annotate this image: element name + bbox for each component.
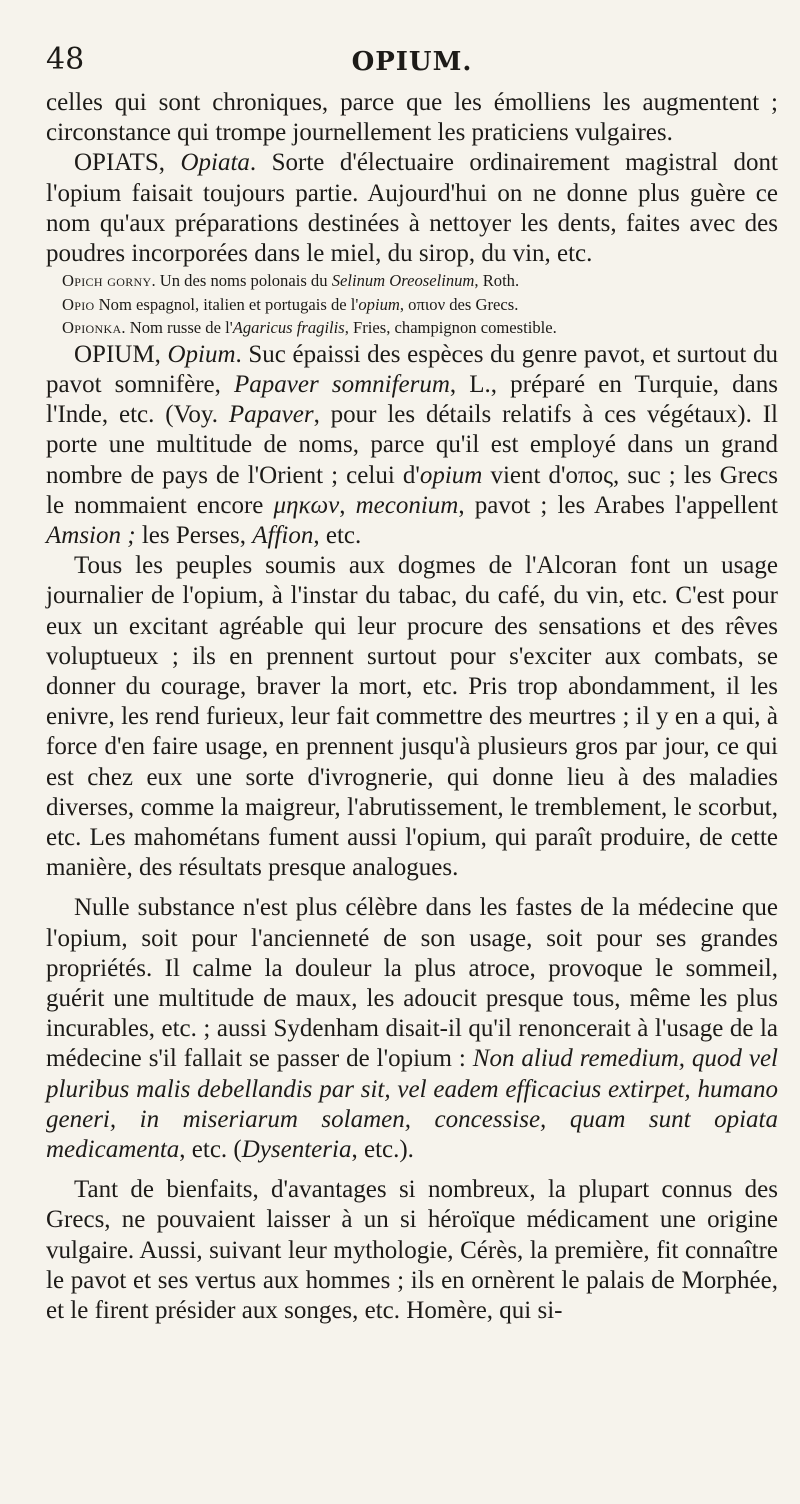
entry-text: , pour les détails relatifs à ces végétaux). Il porte une multitude de noms, parce qu'il est employé dans un grand nombre de pays de l'Orient ; celui d' [46,401,778,489]
entry-latin-name: Selinum Oreoselinum [331,271,475,291]
latin-quote: Non aliud remedium, quod vel pluribus malis debellandis par sit, vel eadem efficacius extirpet, humano generi, in miseriarum solamen, concessise, quam sunt opiata medicamenta [46,1045,778,1163]
latin-name: Affion [252,521,314,549]
entry-text: . Nom russe de l' [121,318,233,338]
paragraph-continuation: celles qui sont chroniques, parce que les émolliens les augmentent ; circonstance qui trompe journellement les praticiens vulgaires. [46,89,778,147]
paragraph-mythology: Tant de bienfaits, d'avantages si nombreux, la plupart connus des Grecs, ne pouvaient laisser à un si héroïque médicament une origine vulgaire. Aussi, suivant leur mythologie, Cérès, la première, fit connaître le pavot et ses vertus aux hommes ; ils en ornèrent le palais de Morphée, et le firent présider aux songes, etc. Homère, qui si- [46,1176,778,1325]
entry-heading: Opionka [62,318,122,338]
body-text [46,88,778,1326]
latin-name: Dysenteria [241,1136,352,1163]
paragraph-gap [46,883,778,893]
latin-name: Papaver somniferum [234,370,450,398]
paragraph-text: , etc. ( [179,1136,242,1163]
running-title: OPIUM. [351,47,473,77]
latin-name: meconium [355,491,459,519]
entry-latin-name: Agaricus fragilis [232,318,345,338]
entry-heading: OPIATS [74,149,159,177]
entry-text: . Un des noms polonais du [151,271,332,291]
entry-greek-name: οπιον [408,294,446,314]
entry-opio: Opio Nom espagnol, italien et portugais de l'opium, οπιον des Grecs. [62,294,519,314]
entry-opich-gorny [46,269,778,293]
page-number: 48 [46,42,85,77]
paragraph-sydenham [46,893,778,1165]
entry-heading: Opich gorny [62,271,152,291]
entry-text: . Suc épaissi des espèces du genre pavot, et surtout du pavot somnifère, [46,340,778,398]
entry-heading: OPIUM [74,340,155,368]
entry-text: , etc. [313,521,362,549]
entry-text: des Grecs. [445,294,519,314]
paragraph-alcoran: Tous les peuples soumis aux dogmes de l'Alcoran font un usage journalier de l'opium, à l'instar du tabac, du café, du vin, etc. C'est pour eux un excitant agréable qui leur procure des sensations et des rêves voluptueux ; ils en prennent surtout pour s'exciter aux combats, se donner du courage, braver la mort, etc. Pris trop abondamment, il les enivre, les rend furieux, leur fait commettre des meurtres ; il y en a qui, à force d'en faire usage, en prennent jusqu'à plusieurs gros par jour, ce qui est chez eux une sorte d'ivrognerie, qui donne lieu à des maladies diverses, comme la maigreur, l'abrutissement, le tremblement, le scorbut, etc. Les mahométans fument aussi l'opium, qui paraît produire, de cette manière, des résultats presque analogues. [46,552,778,882]
entry-text: , Roth. [474,271,520,291]
entry-text: , [339,491,356,519]
entry-text: , L., préparé en Turquie, dans l'Inde, etc. (Voy. [46,370,778,429]
paragraph-gap [46,1165,778,1175]
entry-text: , pavot ; les Arabes l'appellent [458,491,778,519]
latin-name: Amsion ; [46,521,136,549]
greek-name: μηκων [273,491,340,519]
paragraph-text: , etc.). [351,1136,414,1163]
latin-name: Papaver [228,401,314,429]
entry-text: les Perses, [135,521,253,549]
entry-text: . Sorte d'électuaire ordinairement magistral dont l'opium faisait toujours partie. Aujourd'hui on ne donne plus guère ce nom qu'aux préparations destinées à nettoyer les dents, faites avec des poudres incorporées dans le miel, du sirop, du vin, etc. [46,149,778,268]
entry-opionka [46,316,778,340]
entry-opiats: OPIATS, Opiata. Sorte d'électuaire ordinairement magistral dont l'opium faisait toujours partie. Aujourd'hui on ne donne plus guère ce nom qu'aux préparations destinées à nettoyer les dents, faites avec des poudres incorporées dans le miel, du sirop, du vin, etc. [46,149,778,268]
paragraph-text: Nulle substance n'est plus célèbre dans les fastes de la médecine que l'opium, soit pour l'ancienneté de son usage, soit pour ses grandes propriétés. Il calme la douleur la plus atroce, provoque le sommeil, guérit une multitude de maux, les adoucit presque tous, même les plus incurables, etc. ; aussi Sydenham disait-il qu'il renoncerait à l'usage de la médecine s'il fallait se passer de l'opium : [46,894,778,1073]
page-header [46,40,778,88]
entry-text: vient d'οπος, suc ; les Grecs le nommaient encore [46,461,778,519]
latin-name: opium [419,461,483,489]
entry-latin-name: Opiata [180,149,250,177]
entry-latin-name: Opium [167,340,236,368]
entry-opium: OPIUM, Opium. Suc épaissi des espèces du genre pavot, et surtout du pavot somnifère, Papaver somniferum, L., préparé en Turquie, dans l'Inde, etc. (Voy. Papaver, pour les détails relatifs à ces végétaux). Il porte une multitude de noms, parce qu'il est employé dans un grand nombre de pays de l'Orient ; celui d'opium vient d'οπος, suc ; les Grecs le nommaient encore μηκων, meconium, pavot ; les Arabes l'appellent Amsion ; les Perses, Affion, etc. [46,340,778,549]
entry-text: , Fries, champignon comestible. [344,318,557,338]
entry-heading: Opio [62,294,95,314]
entry-latin-name: opium [358,294,400,314]
entry-text: Nom espagnol, italien et portugais de l' [94,294,359,314]
